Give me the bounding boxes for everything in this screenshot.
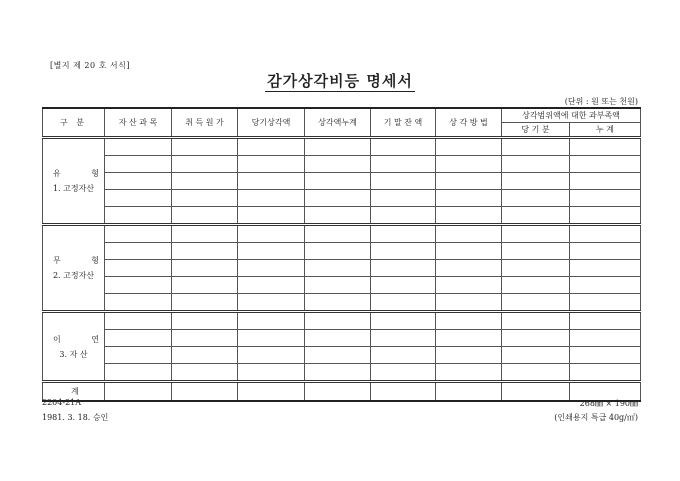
table-cell[interactable] [172, 312, 238, 330]
table-row [43, 294, 641, 312]
table-cell[interactable] [238, 173, 305, 190]
table-cell[interactable] [371, 225, 436, 243]
paper-size: 268㎜ × 190㎜ [579, 399, 638, 408]
table-cell[interactable] [371, 260, 436, 277]
table-cell[interactable] [570, 347, 641, 364]
header-division: 구 분 [43, 108, 105, 138]
table-cell[interactable] [305, 382, 371, 402]
table-cell[interactable] [436, 382, 502, 402]
table-cell[interactable] [371, 382, 436, 402]
table-row [43, 138, 641, 156]
table-cell[interactable] [436, 294, 502, 312]
table-cell[interactable] [238, 364, 305, 382]
table-cell[interactable] [502, 225, 570, 243]
table-cell[interactable] [570, 138, 641, 156]
total-label: 계 [43, 382, 105, 402]
table-cell[interactable] [570, 277, 641, 294]
table-cell[interactable] [172, 364, 238, 382]
table-cell[interactable] [436, 330, 502, 347]
table-cell[interactable] [570, 207, 641, 225]
table-cell[interactable] [502, 364, 570, 382]
table-cell[interactable] [502, 138, 570, 156]
table-cell[interactable] [570, 330, 641, 347]
table-cell[interactable] [436, 347, 502, 364]
table-cell[interactable] [105, 382, 172, 402]
table-row [43, 330, 641, 347]
table-cell[interactable] [105, 207, 172, 225]
table-cell[interactable] [570, 260, 641, 277]
table-cell[interactable] [105, 347, 172, 364]
approval-date: 1981. 3. 18. 승인 [42, 413, 109, 422]
table-cell[interactable] [172, 260, 238, 277]
table-cell[interactable] [305, 294, 371, 312]
form-code: 2204-21A [42, 398, 82, 407]
table-cell[interactable] [105, 156, 172, 173]
table-cell[interactable] [105, 138, 172, 156]
table-cell[interactable] [436, 364, 502, 382]
table-cell[interactable] [305, 225, 371, 243]
table-cell[interactable] [502, 382, 570, 402]
table-cell[interactable] [238, 277, 305, 294]
table-cell[interactable] [172, 243, 238, 260]
table-row [43, 173, 641, 190]
table-cell[interactable] [502, 190, 570, 207]
table-cell[interactable] [105, 225, 172, 243]
unit-label: (단위 : 원 또는 천원) [564, 97, 638, 106]
header-excess-group: 상각범위액에 대한 과부족액 [502, 108, 641, 123]
table-cell[interactable] [570, 173, 641, 190]
table-cell[interactable] [172, 225, 238, 243]
table-cell[interactable] [436, 225, 502, 243]
table-cell[interactable] [570, 190, 641, 207]
table-row [43, 156, 641, 173]
category-intangible-fixed-assets [43, 225, 113, 312]
table-cell[interactable] [502, 294, 570, 312]
table-cell[interactable] [238, 190, 305, 207]
table-cell[interactable] [305, 260, 371, 277]
table-cell[interactable] [436, 190, 502, 207]
table-cell[interactable] [305, 190, 371, 207]
table-cell[interactable] [238, 260, 305, 277]
header-ending-balance: 기 말 잔 액 [371, 108, 436, 138]
category-line2: 3. 자 산 [59, 349, 88, 359]
header-excess-cumulative: 누 계 [570, 123, 641, 138]
table-cell[interactable] [238, 225, 305, 243]
table-cell[interactable] [502, 173, 570, 190]
table-cell[interactable] [502, 156, 570, 173]
table-cell[interactable] [105, 173, 172, 190]
table-cell[interactable] [105, 330, 172, 347]
table-cell[interactable] [305, 347, 371, 364]
header-excess-current: 당 기 분 [502, 123, 570, 138]
table-cell[interactable] [502, 330, 570, 347]
table-cell[interactable] [305, 138, 371, 156]
table-cell[interactable] [105, 364, 172, 382]
table-cell[interactable] [238, 138, 305, 156]
table-row [43, 364, 641, 382]
table-cell[interactable] [172, 347, 238, 364]
category-line2: 2. 고정자산 [52, 271, 95, 280]
category-line1: 무 형 [53, 256, 113, 265]
table-cell[interactable] [371, 138, 436, 156]
category-deferred-assets [43, 312, 113, 382]
table-cell[interactable] [105, 294, 172, 312]
table-cell[interactable] [238, 382, 305, 402]
table-cell[interactable] [371, 277, 436, 294]
table-cell[interactable] [502, 207, 570, 225]
header-asset-item: 자 산 과 목 [105, 108, 172, 138]
table-cell[interactable] [172, 138, 238, 156]
header-acquisition-cost: 취 득 원 가 [172, 108, 238, 138]
table-cell[interactable] [436, 260, 502, 277]
category-line1: 이 연 [53, 334, 113, 344]
depreciation-ledger-table [42, 107, 641, 402]
category-line1: 유 형 [53, 169, 113, 178]
table-row [43, 243, 641, 260]
table-cell[interactable] [172, 190, 238, 207]
table-cell[interactable] [238, 347, 305, 364]
table-cell[interactable] [105, 312, 172, 330]
table-cell[interactable] [105, 243, 172, 260]
table-cell[interactable] [436, 156, 502, 173]
document-title-text: 감가상각비등 명세서 [267, 72, 413, 90]
table-cell[interactable] [105, 277, 172, 294]
table-cell[interactable] [502, 243, 570, 260]
table-row [43, 277, 641, 294]
table-cell[interactable] [436, 243, 502, 260]
table-cell[interactable] [502, 260, 570, 277]
table-cell[interactable] [172, 156, 238, 173]
table-cell[interactable] [305, 364, 371, 382]
table-cell[interactable] [172, 277, 238, 294]
total-row [43, 382, 641, 402]
table-cell[interactable] [305, 243, 371, 260]
table-cell[interactable] [305, 330, 371, 347]
table-cell[interactable] [436, 138, 502, 156]
table-cell[interactable] [371, 347, 436, 364]
table-cell[interactable] [305, 156, 371, 173]
table-cell[interactable] [570, 312, 641, 330]
table-row [43, 312, 641, 330]
table-cell[interactable] [172, 173, 238, 190]
table-row [43, 190, 641, 207]
table-row [43, 207, 641, 225]
table-cell[interactable] [172, 382, 238, 402]
table-cell[interactable] [436, 207, 502, 225]
table-cell[interactable] [238, 294, 305, 312]
paper-spec: (인쇄용지 특급 40g/㎡) [554, 413, 638, 422]
table-cell[interactable] [502, 347, 570, 364]
header-current-depreciation: 당기상각액 [238, 108, 305, 138]
table-cell[interactable] [371, 364, 436, 382]
table-cell[interactable] [238, 330, 305, 347]
table-cell[interactable] [570, 156, 641, 173]
table-cell[interactable] [238, 243, 305, 260]
table-cell[interactable] [371, 190, 436, 207]
table-cell[interactable] [502, 277, 570, 294]
table-cell[interactable] [570, 364, 641, 382]
table-row [43, 260, 641, 277]
table-cell[interactable] [371, 173, 436, 190]
table-row [43, 347, 641, 364]
table-cell[interactable] [172, 207, 238, 225]
table-cell[interactable] [305, 173, 371, 190]
category-line2: 1. 고정자산 [52, 184, 95, 193]
table-cell[interactable] [570, 225, 641, 243]
table-cell[interactable] [371, 243, 436, 260]
header-depreciation-method: 상 각 방 법 [436, 108, 502, 138]
table-cell[interactable] [305, 207, 371, 225]
table-cell[interactable] [238, 156, 305, 173]
table-cell[interactable] [305, 277, 371, 294]
table-cell[interactable] [371, 294, 436, 312]
table-cell[interactable] [172, 330, 238, 347]
table-cell[interactable] [436, 312, 502, 330]
table-cell[interactable] [371, 156, 436, 173]
document-title [0, 70, 680, 91]
table-cell[interactable] [371, 312, 436, 330]
header-accumulated-depreciation: 상각액누계 [305, 108, 371, 138]
category-tangible-fixed-assets [43, 138, 113, 225]
table-cell[interactable] [570, 294, 641, 312]
table-cell[interactable] [570, 243, 641, 260]
table-cell[interactable] [371, 330, 436, 347]
table-cell[interactable] [371, 207, 436, 225]
table-cell[interactable] [436, 173, 502, 190]
table-cell[interactable] [172, 294, 238, 312]
form-number-label: [별지 제 20 호 서식] [50, 61, 130, 70]
table-cell[interactable] [502, 312, 570, 330]
table-cell[interactable] [105, 190, 172, 207]
header-row [43, 108, 641, 123]
table-cell[interactable] [238, 207, 305, 225]
table-cell[interactable] [436, 277, 502, 294]
table-cell[interactable] [305, 312, 371, 330]
table-cell[interactable] [238, 312, 305, 330]
table-cell[interactable] [105, 260, 172, 277]
table-row [43, 225, 641, 243]
